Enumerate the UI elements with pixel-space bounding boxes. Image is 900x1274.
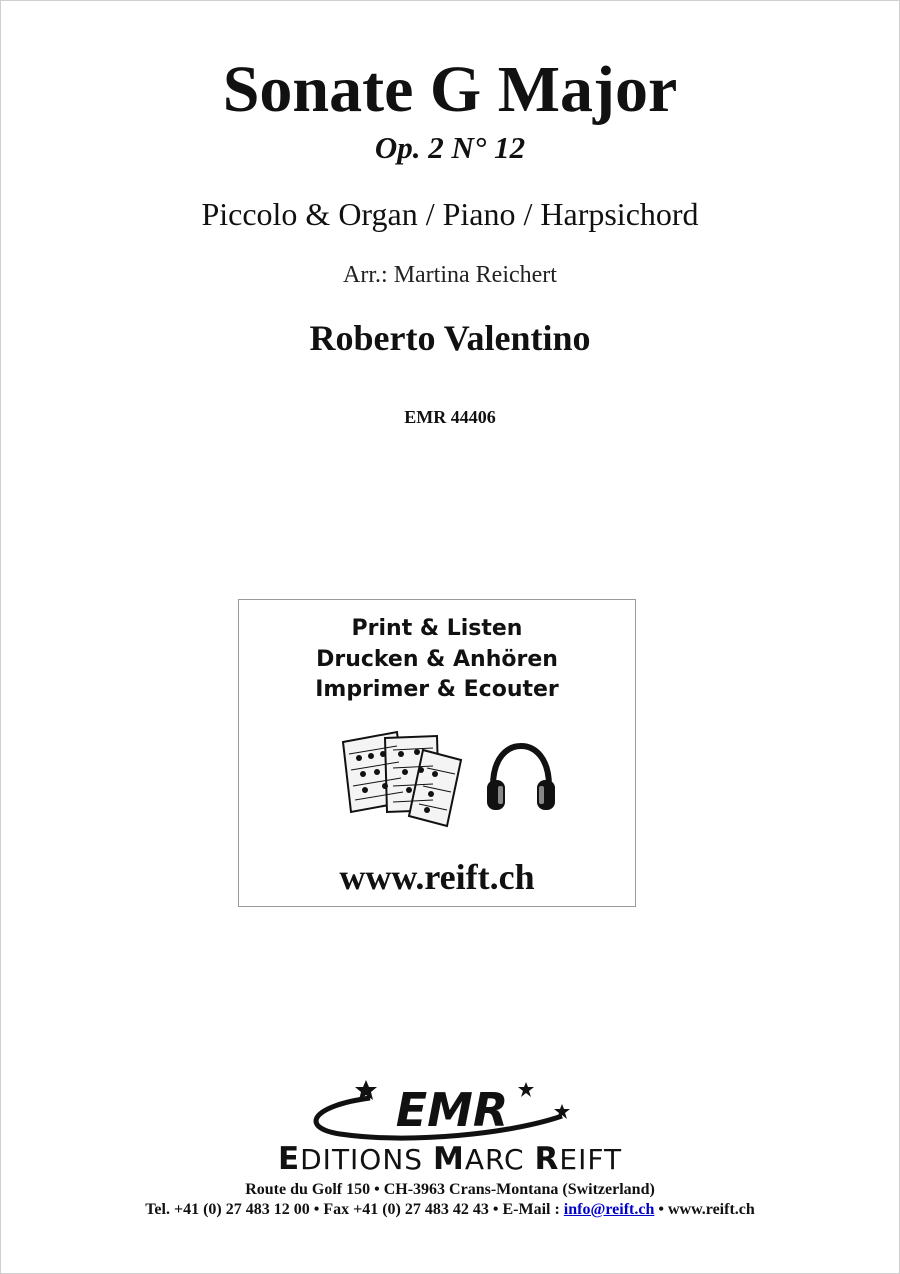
logo-text: EMR — [395, 1083, 509, 1137]
contact-suffix: • www.reift.ch — [654, 1201, 755, 1218]
publisher-name: EDITIONS MARC REIFT — [277, 1141, 623, 1177]
headphones-icon — [483, 740, 559, 816]
promo-url[interactable]: www.reift.ch — [339, 857, 535, 897]
promo-line-german: Drucken & Anhören — [316, 647, 558, 672]
print-listen-box — [238, 599, 636, 907]
publisher-contact — [0, 1199, 900, 1221]
instrumentation: Piccolo & Organ / Piano / Harpsichord — [201, 196, 699, 232]
opus-number: Op. 2 N° 12 — [374, 130, 526, 165]
page-title: Sonate G Major — [222, 53, 678, 126]
promo-line-french: Imprimer & Ecouter — [315, 677, 559, 702]
arranger: Arr.: Martina Reichert — [343, 262, 557, 288]
promo-line-english: Print & Listen — [351, 616, 523, 641]
catalog-number: EMR 44406 — [404, 407, 496, 427]
contact-prefix: Tel. +41 (0) 27 483 12 00 • Fax +41 (0) 27 483 42 43 • E-Mail : — [145, 1201, 564, 1218]
email-link[interactable]: info@reift.ch — [563, 1201, 655, 1218]
composer: Roberto Valentino — [309, 318, 591, 358]
emr-logo-icon — [300, 1076, 600, 1146]
sheet-music-icon — [339, 728, 467, 828]
publisher-address: Route du Golf 150 • CH-3963 Crans-Montana (Switzerland) — [245, 1181, 655, 1198]
